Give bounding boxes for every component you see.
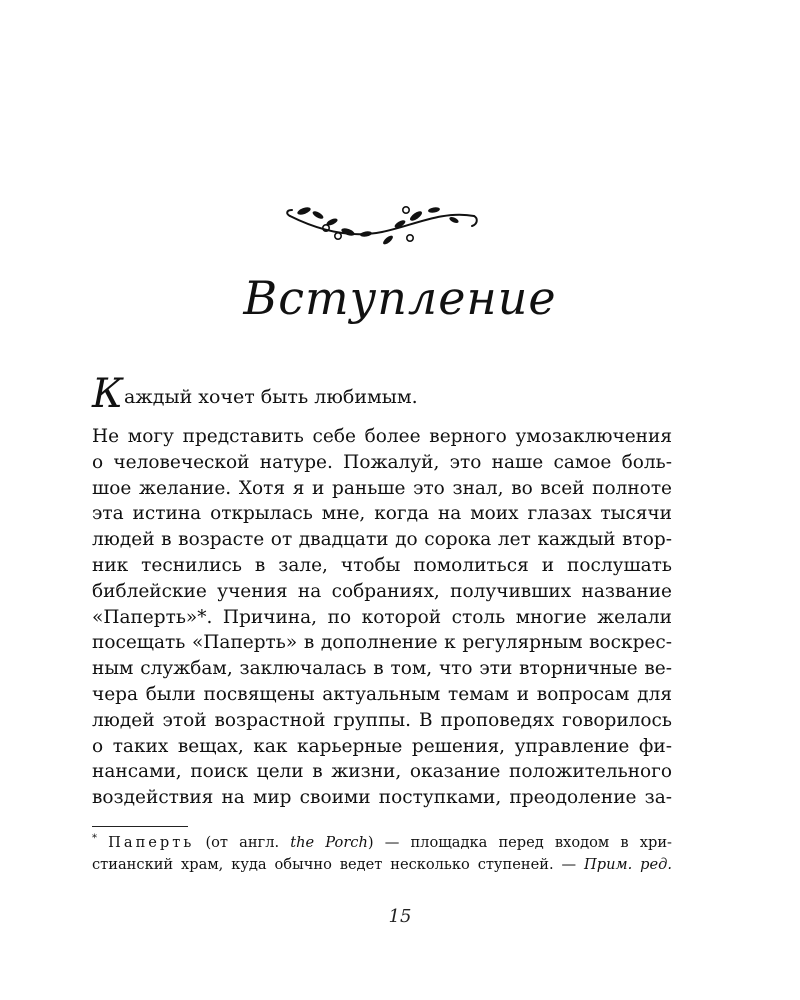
text-line: воздействия на мир своими поступками, преодоление за- xyxy=(92,787,672,809)
text-line: шое желание. Хотя я и раньше это знал, во всей полноте xyxy=(92,477,672,499)
footnote-term: Паперть xyxy=(108,834,195,851)
text-line: о таких вещах, как карьерные решения, управление фи- xyxy=(92,735,672,757)
page-number: 15 xyxy=(388,906,412,927)
main-text xyxy=(92,368,672,811)
text-line: ник теснились в зале, чтобы помолиться и послушать xyxy=(92,554,672,576)
text-line: нансами, поиск цели в жизни, оказание положительного xyxy=(92,761,672,783)
text-line: «Паперть»*. Причина, по которой столь многие желали xyxy=(92,606,672,628)
drop-cap: К xyxy=(92,371,123,417)
footnote-marker: * xyxy=(92,833,97,845)
footnote-italic-text: the Porch xyxy=(290,834,368,851)
footnote xyxy=(92,832,672,876)
text-line: эта истина открылась мне, когда на моих глазах тысячи xyxy=(92,503,672,525)
chapter-title: Вступление xyxy=(243,271,557,325)
footnote-line-2 xyxy=(92,854,672,876)
text-line: людей этой возрастной группы. В проповедях говорилось xyxy=(92,709,672,731)
lead-sentence xyxy=(92,368,672,417)
footnote-text: ) — площадка перед входом в хри- xyxy=(367,834,672,851)
text-line: библейские учения на собраниях, получивших название xyxy=(92,580,672,602)
text-line: посещать «Паперть» в дополнение к регулярным воскрес- xyxy=(92,632,672,654)
text-line: о человеческой натуре. Пожалуй, это наше самое боль- xyxy=(92,451,672,473)
text-line: ным службам, заключалась в том, что эти вторничные ве- xyxy=(92,658,672,680)
footnote-line-1 xyxy=(92,832,672,854)
footnote-text: (от англ. xyxy=(205,834,280,851)
floral-ornament-icon xyxy=(282,202,482,252)
lead-text: аждый хочет быть любимым. xyxy=(123,386,418,408)
footnote-text: стианский храм, куда обычно ведет несколько ступеней. — xyxy=(92,856,577,873)
text-line: людей в возрасте от двадцати до сорока лет каждый втор- xyxy=(92,529,672,551)
footnote-editor-note: Прим. ред. xyxy=(584,856,673,873)
footnote-divider xyxy=(92,826,188,827)
text-line: чера были посвящены актуальным темам и вопросам для xyxy=(92,683,672,705)
text-line: Не могу представить себе более верного умозаключения xyxy=(92,426,672,447)
body-paragraph xyxy=(92,424,672,811)
